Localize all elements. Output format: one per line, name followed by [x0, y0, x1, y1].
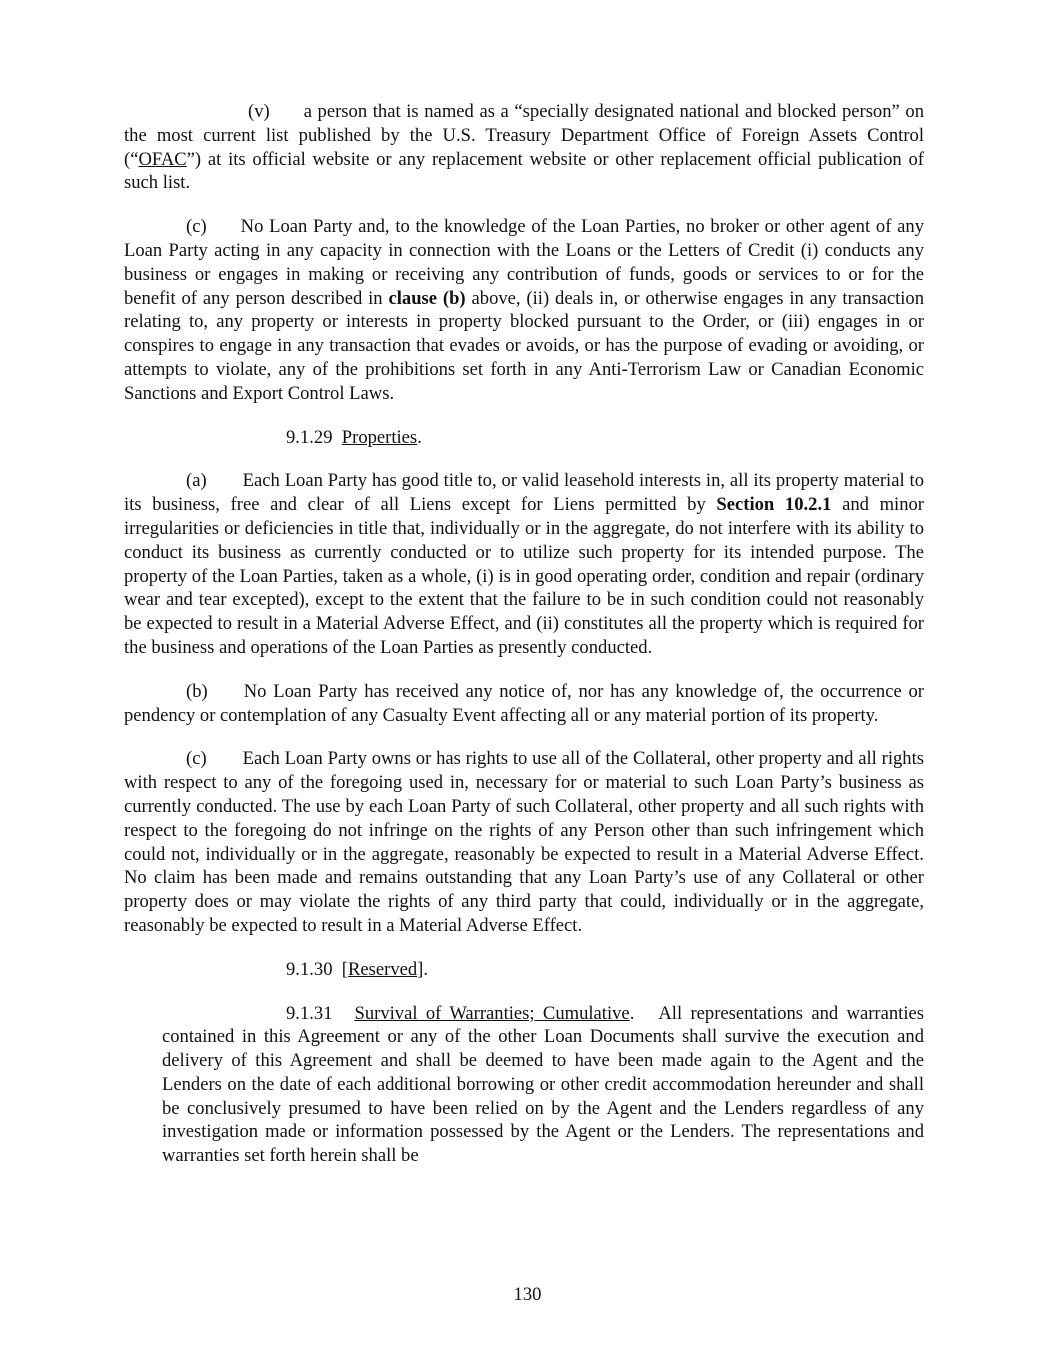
document-page: [124, 100, 924, 1168]
section-title: Properties: [341, 426, 418, 448]
paragraph-b-casualty: (b) No Loan Party has received any notice of, nor has any knowledge of, the occurrence or pendency or contemplation of any Casualty Event affecting all or any material portion of its property.: [124, 680, 924, 726]
paragraph-c-collateral: (c) Each Loan Party owns or has rights to use all of the Collateral, other property and all rights with respect to any of the foregoing used in, necessary for or material to such Loan Party’s business as currently conducted. The use by each Loan Party of such Collateral, other property and all such rights with respect to the foregoing do not infringe on the rights of any Person other than such infringement which could not, individually or in the aggregate, reasonably be expected to result in a Material Adverse Effect. No claim has been made and remains outstanding that any Loan Party’s use of any Collateral or other property does or may violate the rights of any third party that could, individually or in the aggregate, reasonably be expected to result in a Material Adverse Effect.: [124, 748, 924, 936]
section-reference: Section 10.2.1: [716, 494, 832, 516]
paragraph-a-properties: (a) Each Loan Party has good title to, or valid leasehold interests in, all its property material to its business, free and clear of all Liens except for Liens permitted by Section 10.2.1 and minor irregularities or deficiencies in title that, individually or in the aggregate, do not interfere with its ability to conduct its business as currently conducted or to utilize such property for its intended purpose. The property of the Loan Parties, taken as a whole, (i) is in good operating order, condition and repair (ordinary wear and tear excepted), except to the extent that the failure to be in such condition could not reasonably be expected to result in a Material Adverse Effect, and (ii) constitutes all the property which is required for the business and operations of the Loan Parties as presently conducted.: [124, 470, 924, 658]
section-9-1-30-heading: 9.1.30 [Reserved].: [286, 958, 429, 980]
paragraph-v-label: (v): [248, 101, 270, 122]
section-title: Reserved: [347, 958, 418, 980]
section-title: Survival of Warranties; Cumulative: [354, 1002, 630, 1024]
ofac-defined-term: OFAC: [138, 148, 187, 170]
paragraph-c-sanctions: (c) No Loan Party and, to the knowledge of the Loan Parties, no broker or other agent of any Loan Party acting in any capacity in connection with the Loans or the Letters of Credit (i) conducts any business or engages in making or receiving any contribution of funds, goods or services to or for the benefit of any person described in clause (b) above, (ii) deals in, or otherwise engages in any transaction relating to, any property or interests in property blocked pursuant to the Order, or (iii) engages in or conspires to engage in any transaction that evades or avoids, or has the purpose of evading or avoiding, or attempts to violate, any of the prohibitions set forth in any Anti-Terrorism Law or Canadian Economic Sanctions and Export Control Laws.: [124, 216, 924, 404]
clause-b-reference: clause (b): [388, 287, 466, 309]
section-9-1-29-heading: 9.1.29 Properties.: [286, 426, 422, 448]
section-9-1-31: 9.1.31 Survival of Warranties; Cumulative. All representations and warranties contained in this Agreement or any of the other Loan Documents shall survive the execution and delivery of this Agreement and shall be deemed to have been made again to the Agent and the Lenders on the date of each additional borrowing or other credit accommodation hereunder and shall be conclusively presumed to have been relied on by the Agent and the Lenders regardless of any investigation made or information possessed by the Agent or the Lenders. The representations and warranties set forth herein shall be: [162, 1002, 924, 1167]
paragraph-c-label: (c): [186, 216, 207, 238]
page-number: 130: [513, 1284, 542, 1305]
paragraph-v: (v) a person that is named as a “specially designated national and blocked person” on the most current list published by the U.S. Treasury Department Office of Foreign Assets Control (“OFAC”) at its official website or any replacement website or other replacement official publication of such list.: [124, 101, 924, 194]
